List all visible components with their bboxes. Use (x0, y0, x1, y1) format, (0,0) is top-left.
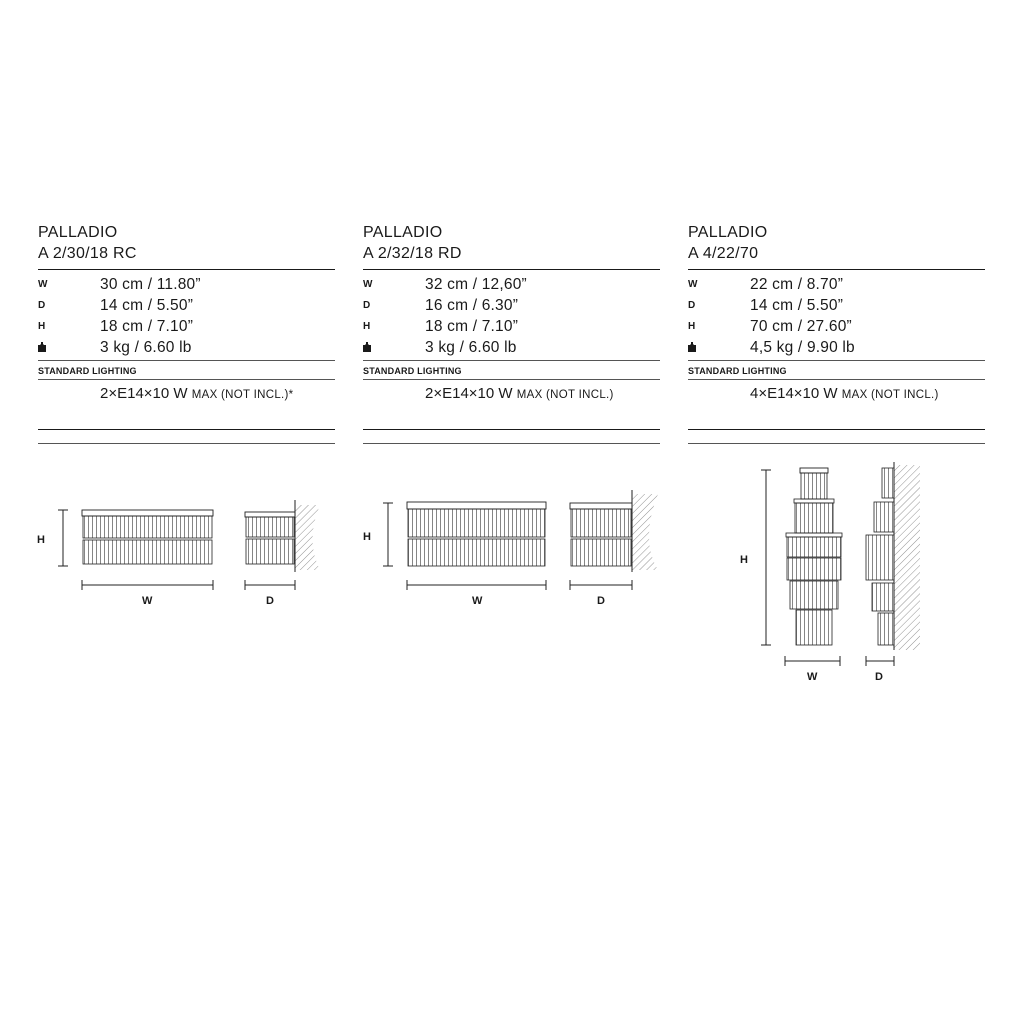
product-name: PALLADIO (38, 224, 118, 241)
spec-value: 22 cm / 8.70” (750, 275, 844, 293)
dimension-label-w: W (807, 671, 818, 683)
spec-key: W (363, 279, 373, 290)
side-view-drawing (245, 500, 320, 590)
spec-key: D (688, 300, 696, 311)
dimension-label-h: H (363, 531, 371, 543)
spec-key: H (38, 321, 46, 332)
side-view-drawing (570, 490, 658, 590)
front-view-drawing (383, 502, 546, 590)
dimension-label-d: D (597, 595, 605, 607)
dimension-label-d: D (266, 595, 274, 607)
lamp-suffix: MAX (NOT INCL.)* (191, 389, 294, 401)
standard-lighting-label: STANDARD LIGHTING (363, 366, 462, 376)
spec-value: 70 cm / 27.60” (750, 317, 852, 335)
spec-value: 3 kg / 6.60 lb (100, 338, 192, 356)
dimension-label-h: H (740, 554, 748, 566)
product-code: A 2/30/18 RC (38, 245, 137, 262)
standard-lighting-label: STANDARD LIGHTING (38, 366, 137, 376)
spec-key: H (363, 321, 371, 332)
dimension-label-h: H (37, 534, 45, 546)
dimension-label-w: W (142, 595, 153, 607)
front-view-drawing (761, 468, 842, 666)
spec-key: W (688, 279, 698, 290)
spec-value: 30 cm / 11.80” (100, 275, 201, 293)
dimension-label-w: W (472, 595, 483, 607)
spec-value: 3 kg / 6.60 lb (425, 338, 517, 356)
spec-value: 32 cm / 12,60” (425, 275, 527, 293)
product-code: A 4/22/70 (688, 245, 759, 262)
spec-value: 18 cm / 7.10” (100, 317, 194, 335)
side-view-drawing (866, 462, 920, 666)
spec-key: D (38, 300, 46, 311)
spec-value: 16 cm / 6.30” (425, 296, 519, 314)
spec-value: 18 cm / 7.10” (425, 317, 519, 335)
lamp-suffix: MAX (NOT INCL.) (516, 389, 614, 401)
standard-lighting-label: STANDARD LIGHTING (688, 366, 787, 376)
lamp-suffix: MAX (NOT INCL.) (841, 389, 939, 401)
spec-key: D (363, 300, 371, 311)
spec-key: H (688, 321, 696, 332)
spec-value: 4,5 kg / 9.90 lb (750, 338, 855, 356)
lamp-main: 4×E14×10 W (750, 385, 838, 402)
product-name: PALLADIO (363, 224, 443, 241)
spec-value: 14 cm / 5.50” (100, 296, 194, 314)
product-code: A 2/32/18 RD (363, 245, 462, 262)
lamp-main: 2×E14×10 W (425, 385, 513, 402)
lamp-main: 2×E14×10 W (100, 385, 188, 402)
product-name: PALLADIO (688, 224, 768, 241)
dimension-label-d: D (875, 671, 883, 683)
front-view-drawing (58, 510, 213, 590)
spec-key: W (38, 279, 48, 290)
spec-value: 14 cm / 5.50” (750, 296, 844, 314)
